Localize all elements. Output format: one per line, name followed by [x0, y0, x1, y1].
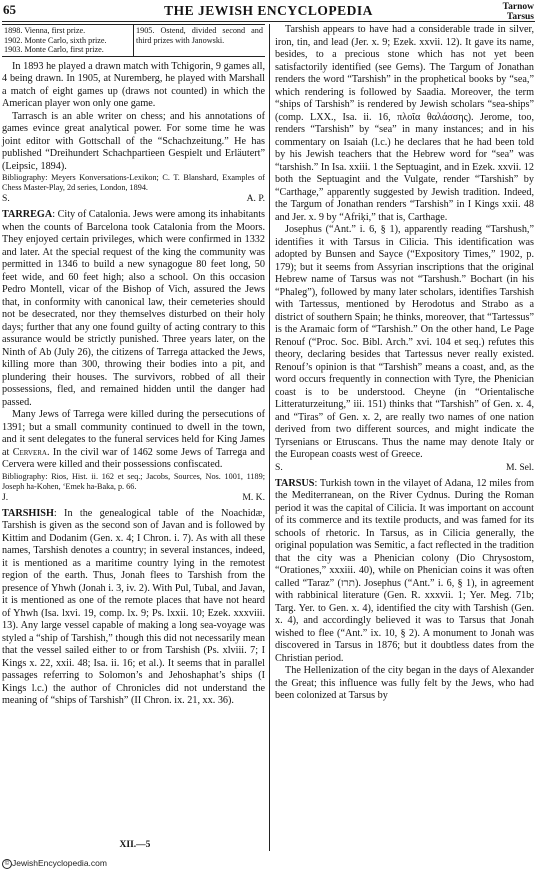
tournament-row: 1905. Ostend, divided second and third prizes with Janowski. [136, 26, 263, 45]
copyright-icon: © [2, 859, 12, 869]
watermark[interactable]: © JewishEncyclopedia.com [2, 858, 107, 869]
tarsus-paragraph: The Hellenization of the city began in the days of Alexander the Great; this influence was fully felt by the Jews, who had been colonized at Tarsus by [275, 665, 534, 701]
headword-range [503, 2, 534, 22]
column-divider [269, 24, 270, 851]
tarshish-signature [275, 462, 534, 474]
tarrega-bibliography: Bibliography: Rios, Hist. ii. 162 et seq.; Jacobs, Sources, Nos. 1001, 1189; Joseph ha-Kohen, ‘Emek ha-Baka, p. 66. [2, 471, 265, 491]
tournament-table [2, 24, 265, 57]
tournament-row: 1898. Vienna, first prize. [4, 26, 86, 35]
tarrasch-bibliography: Bibliography: Meyers Konversations-Lexikon; C. T. Blanshard, Examples of Chess Master-Play, 2d series, London, 1894. [2, 173, 265, 192]
signature-author: M. K. [242, 491, 265, 503]
tarshish-headword: TARSHISH [2, 507, 54, 519]
tournament-row: 1903. Monte Carlo, first prize. [4, 45, 104, 54]
headword-last: Tarsus [506, 12, 534, 22]
signature-mark: XII.—5 [119, 840, 151, 850]
page-number: 65 [3, 2, 16, 17]
signature-author: A. P. [246, 193, 265, 204]
tarshish-paragraph: Josephus (“Ant.” i. 6, § 1), apparently reading “Tarshush,” identifies it with Tarsus in Cilicia. This identification was adopted by Bunsen and Sayce (“Expository Times,” 1902, p. 179); but it seems from Assyrian inscriptions that the original Hebrew name of Tarsus was not “Tarshush.” Bochart (in his “Phaleg”), followed by many later scholars, identifies Tarshish with Tartessus, mentioned by Herodotus and Strabo as a district of southern Spain; he thinks, moreover, that “Tartessus” is the Aramaic form of “Tarshish.” On the other hand, Le Page Renouf (“Proc. Soc. Bibl. Arch.” xvi. 104 et seq.) refutes this theory, declaring besides that Tartessus never really existed. Renouf’s opinion is that “Tarshish” means a coast, and, as the word occurs frequently in connection with Tyre, the Phenician coast is to be understood. Cheyne (in “Orientalische Litteraturzeitung,” iii. 151) thinks that “Tarshish” of Gen. x. 4, and “Tiras” of Gen. x. 2, are really two names of one nation derived from two different sources, and might indicate the Tyrsenians or Etruscans. Thus the name may denote Italy or the European coasts west of Greece. [275, 224, 534, 460]
right-column [275, 24, 534, 703]
tournament-row: 1902. Monte Carlo, sixth prize. [4, 35, 107, 45]
tarrasch-paragraph: In 1893 he played a drawn match with Tchigorin, 9 games all, 4 being drawn. In 1905, at Nuremberg, he played with Marshall a match of eight games up (draws not counted) in which the American player won only one game. [2, 60, 265, 109]
tarrega-signature [2, 492, 265, 504]
tarrasch-paragraph: Tarrasch is an able writer on chess; and his annotations of games evince great analytical power. For some time he was joint editor with Gottschall of the “Schachzeitung.” He has published “Dreihundert Schachpartieen Gespielt und Erläutert” (Leipsic, 1894). [2, 110, 265, 172]
signature-code: S. [2, 193, 10, 204]
tarrasch-signature [2, 193, 265, 205]
tarsus-entry: TARSUS: Turkish town in the vilayet of Adana, 12 miles from the Mediterranean, on the River Cydnus. During the Roman period it was the capital of Cilicia. It was important on account of its commerce and its textile products, and was famed for its schools of rhetoric. In Tarsus, as in Cilicia generally, the original population was Semitic, a fact reflected in the tradition that the city was a Phenician colony (Dio Chrysostom, “Orationes,” xxxiii. 40), while on Phenician coins it was often called “Taraz” (תרז). Josephus (“Ant.” i. 6, § 1), in agreement with rabbinical literature (Gen. R. xxxvii. 1; Yer. Meg. 71b; Targ. Yer. to Gen. x. 4), identified the city with Tarshish (Gen. x. 4), and accordingly believed it was to Tarsus that Jonah wished to flee (“Ant.” ix. 10, § 2). A monument to Jonah was discovered in Tarsus in 1876; but it doubtless dates from the Christian period. [275, 477, 534, 664]
tarshish-paragraph: Tarshish appears to have had a considerable trade in silver, iron, tin, and lead (Jer. x. 9; Ezek. xxvii. 12). It gave its name, besides, to a precious stone which has not yet been satisfactorily identified (see Gems). The Targum of Jonathan renders the word “Tarshish” in the prophetical books by “sea,” which rendering is followed by Saadia. Moreover, the term “ships of Tarshish” is rendered by Jewish scholars “sea-ships” (comp. LXX., Isa. ii. 16, πλοῖα θαλάσσης). Jerome, too, renders “Tarshish” by “sea” in many instances; and in his commentary on Isaiah (l.c.) he declares that he had been told by his Jewish teachers that the Hebrew word for “sea” was “tarshish.” In Isa. xxiii. 1 the Septuagint, and in Ezek. xxvii. 12 both the Septuagint and the Vulgate, render “Tarshish” by “Carthage,” apparently suggested by Jewish tradition. Indeed, the Targum of Jonathan renders “Tarshish” in I Kings xxii. 48 and Jer. x. 9 by “Afriḳi,” that is, Carthage. [275, 24, 534, 223]
cross-reference-link[interactable]: Cervera [12, 446, 47, 458]
signature-code: J. [2, 491, 9, 503]
signature-code: S. [275, 461, 283, 473]
page-header [0, 0, 537, 22]
signature-author: M. Sel. [506, 461, 534, 473]
header-rule [2, 21, 535, 22]
tarrega-paragraph: Many Jews of Tarrega were killed during the persecutions of 1391; but a small community continued to dwell in the town, and it sent delegates to the funeral services held for King James at Cervera. In the civil war of 1462 some Jews of Tarrega and Cervera were killed and their possessions confiscated. [2, 409, 265, 470]
tarrega-headword: TARREGA [2, 209, 53, 220]
left-column [2, 24, 265, 708]
headword-first: Tarnow [502, 2, 534, 12]
tournament-col-1 [2, 25, 133, 56]
running-title: THE JEWISH ENCYCLOPEDIA [164, 3, 373, 18]
tournament-col-2 [133, 25, 265, 56]
tarrega-entry: TARREGA: City of Catalonia. Jews were among its inhabitants when the counts of Barcelona took Catalonia from the Moors. They enjoyed certain privileges, which were confirmed in 1332 and later. At the special request of the king the community was permitted in 1346 to build a new synagogue 80 feet long, 50 feet wide, and 60 feet high; also a school. On this occasion Pedro Montell, vicar of the Bishop of Vich, assured the Jews that, in conformity with canonical law, their cemeteries should not be desecrated, nor they themselves disturbed on their holy days; further that any one found guilty of acting contrary to this assurance would be strictly punished. Three years later, on the Ninth of Ab (July 26), the citizens of Tarrega attacked the Jews, killing more than 300, throwing their bodies into a pit, and plundering their houses. The survivors, robbed of all their possessions, fled, and remained hidden until the danger had passed. [2, 209, 265, 408]
tarshish-entry: TARSHISH: In the genealogical table of the Noachidæ, Tarshish is given as the second son of Javan and is followed by Kittim and Dodanim (Gen. x. 4; I Chron. i. 7). As with all these names, Tarshish denotes a country; in several instances, indeed, it is mentioned as a maritime country lying in the remotest region of the earth. Thus, Jonah flees to Tarshish from the presence of Yhwh (Jonah i. 3, iv. 2). With Pul, Tubal, and Javan, it is mentioned as one of the remote places that have not heard of Yhwh (Isa. lxvi. 19, comp. lx. 9; Ps. lxxii. 10; Ezek. xxxviii. 13). Any large vessel capable of making a long sea-voyage was styled a “ship of Tarshish,” though this did not necessarily mean that the vessel sailed either to or from Tarshish (Ps. xlviii. 7; I Kings x. 22, xxii. 48; Isa. ii. 16; et al.). It seems that in parallel passages referring to Solomon’s and Jehoshaphat’s ships (I Kings l.c.) the author of Chronicles did not understand the meaning of “ships of Tarshish” (II Chron. ix. 21, xx. 36). [2, 507, 265, 706]
tarsus-headword: TARSUS [275, 477, 315, 489]
